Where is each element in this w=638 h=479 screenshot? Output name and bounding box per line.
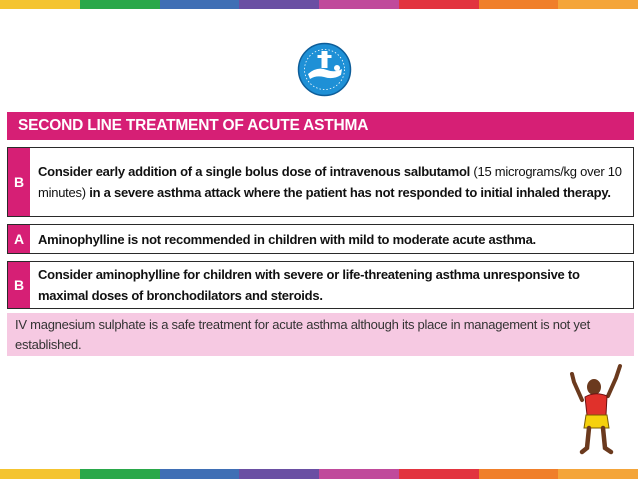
stripe-segment — [558, 469, 638, 479]
recommendation-text: Aminophylline is not recommended in children with mild to moderate acute asthma. — [38, 231, 536, 247]
stripe-segment — [239, 469, 319, 479]
stripe-segment — [319, 0, 399, 9]
stripe-segment — [160, 469, 240, 479]
stripe-segment — [239, 0, 319, 9]
stripe-segment — [319, 469, 399, 479]
grade-badge: B — [8, 262, 30, 308]
bottom-color-stripe — [0, 469, 638, 479]
society-emblem-icon — [297, 42, 352, 97]
recommendation-text: Consider aminophylline for children with severe or life-threatening asthma unresponsive to maximal doses of bronchodilators and steroids. — [38, 267, 580, 303]
stripe-segment — [80, 0, 160, 9]
child-figure-icon — [568, 360, 628, 460]
stripe-segment — [0, 469, 80, 479]
page-title: SECOND LINE TREATMENT OF ACUTE ASTHMA — [7, 112, 634, 140]
stripe-segment — [160, 0, 240, 9]
stripe-segment — [80, 469, 160, 479]
grade-badge: A — [8, 225, 30, 253]
stripe-segment — [399, 0, 479, 9]
stripe-segment — [399, 469, 479, 479]
recommendation-box — [7, 261, 634, 309]
recommendation-box — [7, 147, 634, 217]
recommendation-text-part: Consider early addition of a single bolus dose of intravenous salbutamol (15 micrograms/kg over 10 minutes) in a severe asthma attack where the patient has not responded to initial inhaled therapy. — [38, 164, 622, 200]
top-color-stripe — [0, 0, 638, 9]
stripe-segment — [0, 0, 80, 9]
grade-badge: B — [8, 148, 30, 216]
recommendation-box — [7, 224, 634, 254]
stripe-segment — [558, 0, 638, 9]
stripe-segment — [479, 469, 559, 479]
stripe-segment — [479, 0, 559, 9]
recommendation-text — [30, 148, 633, 216]
note-box: IV magnesium sulphate is a safe treatment for acute asthma although its place in management is not yet established. — [7, 313, 634, 356]
